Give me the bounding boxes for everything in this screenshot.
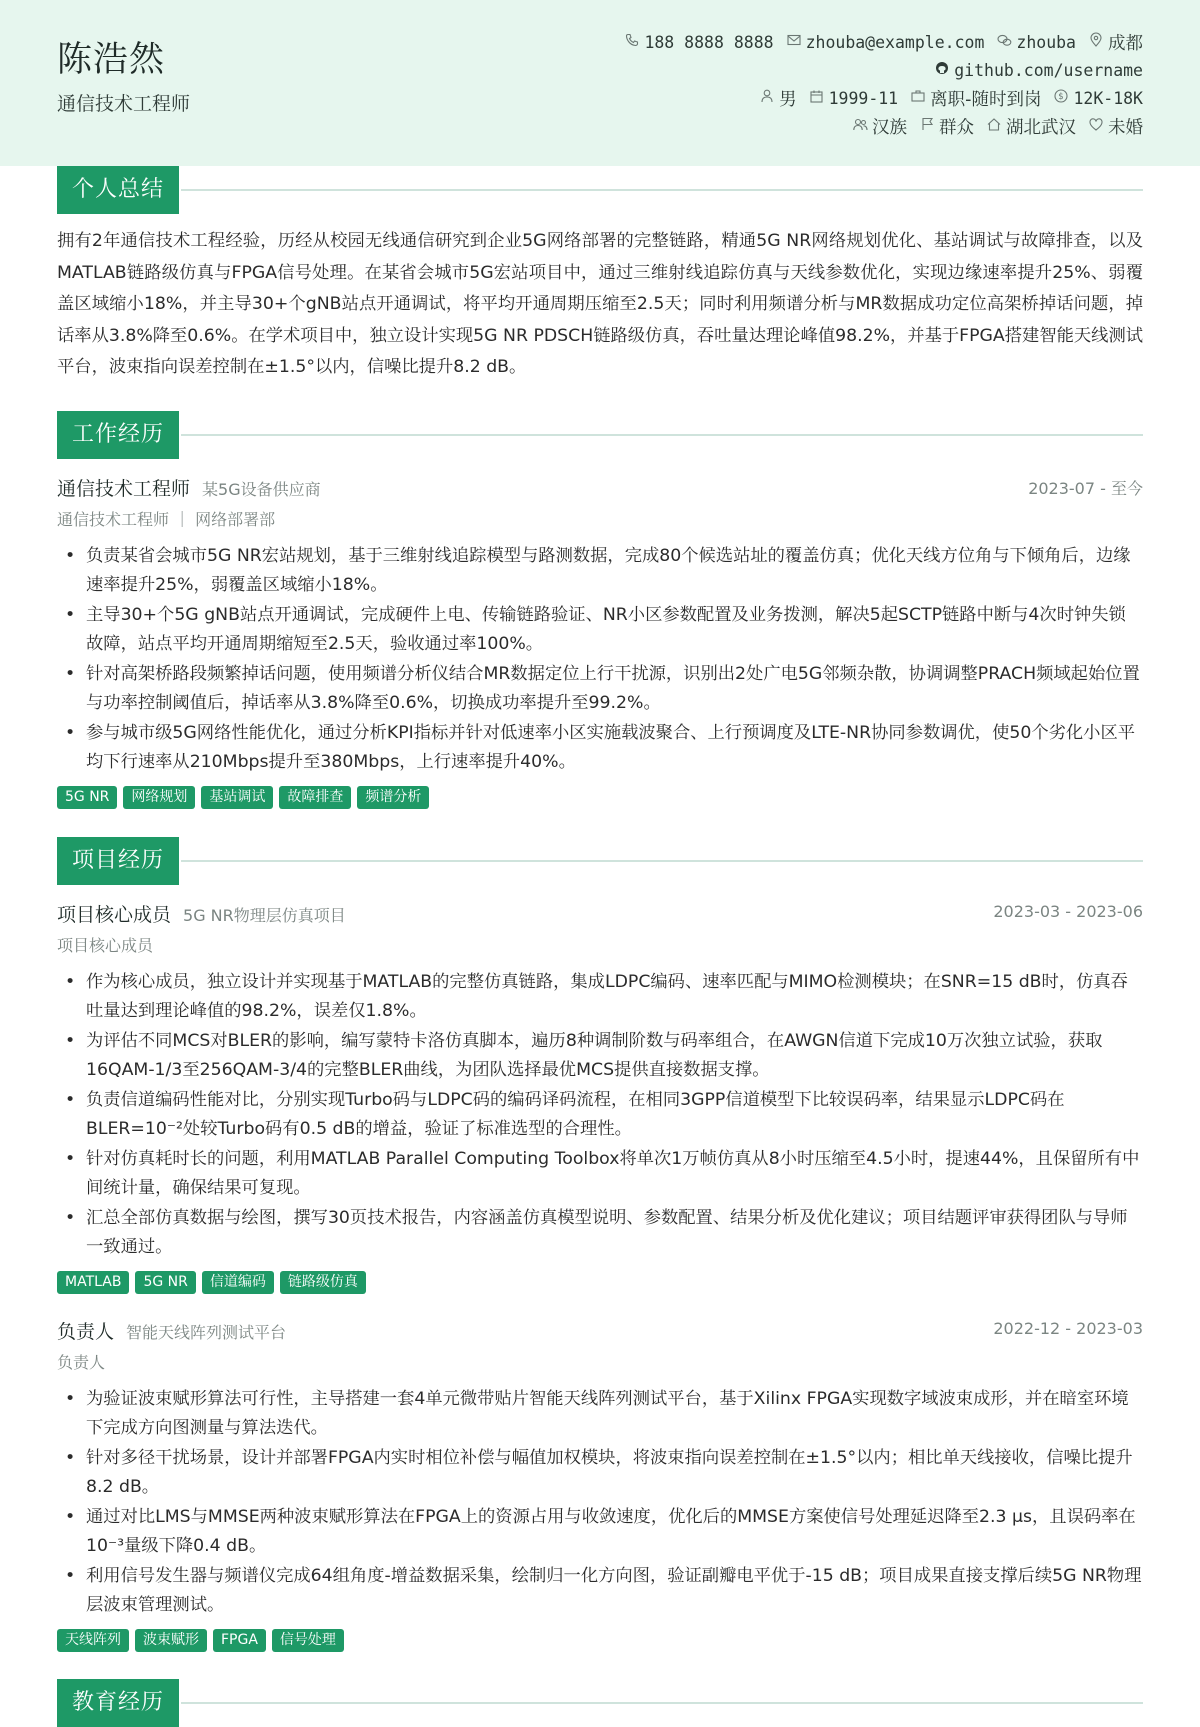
skill-tag: 天线阵列: [57, 1629, 129, 1652]
section-education: [57, 1679, 1143, 1727]
work-subtitle: 通信技术工程师 ｜ 网络部署部: [57, 510, 276, 529]
section-title-education: 教育经历: [57, 1679, 179, 1727]
project-date: 2022-12 - 2023-03: [993, 1319, 1143, 1338]
ethnicity: 汉族: [852, 114, 907, 139]
project-subtitle: 负责人: [57, 1353, 106, 1372]
hometown: 湖北武汉: [986, 114, 1076, 139]
skill-tag: FPGA: [213, 1629, 266, 1652]
birth: 1999-11: [809, 89, 899, 108]
list-item: • 为评估不同MCS对BLER的影响，编写蒙特卡洛仿真脚本，遍历8种调制阶数与码率组合，在AWGN信道下完成10万次独立试验，获取16QAM-1/3至256QAM-3/4的完整BLER曲线，为团队选择最优MCS提供直接数据支撑。: [57, 1027, 1143, 1084]
skill-tag: 网络规划: [123, 786, 195, 809]
project-bullets: [57, 968, 1143, 1261]
contact-row-4: [423, 112, 1143, 140]
work-role: 通信技术工程师: [57, 478, 191, 500]
wechat[interactable]: zhouba: [996, 33, 1076, 52]
email[interactable]: zhouba@example.com: [786, 33, 985, 52]
list-item: • 负责某省会城市5G NR宏站规划，基于三维射线追踪模型与路测数据，完成80个候选站址的覆盖仿真；优化天线方位角与下倾角后，边缘速率提升25%，弱覆盖区域缩小18%。: [57, 542, 1143, 599]
list-item: • 负责信道编码性能对比，分别实现Turbo码与LDPC码的编码译码流程，在相同3GPP信道模型下比较误码率，结果显示LDPC码在BLER=10⁻²处较Turbo码有0.5 dB的增益，验证了标准选型的合理性。: [57, 1086, 1143, 1143]
list-item: • 利用信号发生器与频谱仪完成64组角度-增益数据采集，绘制归一化方向图，验证副瓣电平优于-15 dB；项目成果直接支撑后续5G NR物理层波束管理测试。: [57, 1562, 1143, 1619]
skill-tag: 频谱分析: [357, 786, 429, 809]
calendar-icon: [809, 90, 825, 107]
skill-tag: 5G NR: [135, 1271, 195, 1294]
work-company: 某5G设备供应商: [202, 480, 321, 499]
project-role: 项目核心成员: [57, 904, 172, 926]
contact-info: [423, 28, 1143, 140]
list-item: • 通过对比LMS与MMSE两种波束赋形算法在FPGA上的资源占用与收敛速度，优化后的MMSE方案使信号处理延迟降至2.3 μs，且误码率在10⁻³量级下降0.4 dB。: [57, 1503, 1143, 1560]
skill-tag: 基站调试: [201, 786, 273, 809]
users-icon: [852, 118, 868, 135]
work-tags: [57, 786, 1143, 809]
list-item: • 汇总全部仿真数据与绘图，撰写30页技术报告，内容涵盖仿真模型说明、参数配置、结果分析及优化建议；项目结题评审获得团队与导师一致通过。: [57, 1204, 1143, 1261]
section-title-summary: 个人总结: [57, 166, 179, 214]
project-entry-2: [57, 1317, 1143, 1652]
summary-text: 拥有2年通信技术工程经验，历经从校园无线通信研究到企业5G网络部署的完整链路，精通5G NR网络规划优化、基站调试与故障排查，以及MATLAB链路级仿真与FPGA信号处理。在某省会城市5G宏站项目中，通过三维射线追踪仿真与天线参数优化，实现边缘速率提升25%、弱覆盖区域缩小18%，并主导30+个gNB站点开通调试，将平均开通周期压缩至2.5天；同时利用频谱分析与MR数据成功定位高架桥掉话问题，掉话率从3.8%降至0.6%。在学术项目中，独立设计实现5G NR PDSCH链路级仿真，吞吐量达理论峰值98.2%，并基于FPGA搭建智能天线测试平台，波束指向误差控制在±1.5°以内，信噪比提升8.2 dB。: [57, 231, 1144, 377]
list-item: • 针对多径干扰场景，设计并部署FPGA内实时相位补偿与幅值加权模块，将波束指向误差控制在±1.5°以内；相比单天线接收，信噪比提升8.2 dB。: [57, 1444, 1143, 1501]
project-date: 2023-03 - 2023-06: [993, 902, 1143, 921]
github-icon: [934, 61, 950, 79]
list-item: • 针对仿真耗时长的问题，利用MATLAB Parallel Computing Toolbox将单次1万帧仿真从8小时压缩至4.5小时，提速44%，且保留所有中间统计量，确保结果可复现。: [57, 1145, 1143, 1202]
coin-icon: [1053, 89, 1069, 107]
project-name: 5G NR物理层仿真项目: [183, 906, 346, 925]
svg-text:$: $: [1058, 92, 1065, 103]
flag-icon: [919, 117, 935, 135]
candidate-name: 陈浩然: [57, 40, 166, 80]
section-title-work: 工作经历: [57, 411, 179, 459]
resume-header: [0, 0, 1200, 166]
section-divider: [181, 860, 1143, 862]
project-bullets: [57, 1385, 1143, 1619]
skill-tag: 信号处理: [272, 1629, 344, 1652]
skill-tag: 波束赋形: [135, 1629, 207, 1652]
marital-status: 未婚: [1088, 114, 1143, 139]
phone[interactable]: 188 8888 8888: [624, 33, 773, 52]
heart-icon: [1088, 118, 1104, 135]
list-item: • 作为核心成员，独立设计并实现基于MATLAB的完整仿真链路，集成LDPC编码、速率匹配与MIMO检测模块；在SNR=15 dB时，仿真吞吐量达到理论峰值的98.2%，误差仅1.8%。: [57, 968, 1143, 1025]
project-tags: [57, 1271, 1143, 1294]
list-item: • 针对高架桥路段频繁掉话问题，使用频谱分析仪结合MR数据定位上行干扰源，识别出2处广电5G邻频杂散，协调调整PRACH频域起始位置与功率控制阈值后，掉话率从3.8%降至0.6%，切换成功率提升至99.2%。: [57, 660, 1143, 717]
skill-tag: 链路级仿真: [280, 1271, 366, 1294]
political-status: 群众: [919, 114, 974, 139]
person-icon: [759, 89, 775, 107]
work-entry: [57, 474, 1143, 809]
list-item: • 主导30+个5G gNB站点开通调试，完成硬件上电、传输链路验证、NR小区参数配置及业务拨测，解决5起SCTP链路中断与4次时钟失锁故障，站点平均开通周期缩短至2.5天，验收通过率100%。: [57, 601, 1143, 658]
skill-tag: MATLAB: [57, 1271, 129, 1294]
contact-row-1: [423, 28, 1143, 56]
city: 成都: [1088, 30, 1143, 55]
skill-tag: 5G NR: [57, 786, 117, 809]
section-divider: [181, 1702, 1143, 1704]
work-date: 2023-07 - 至今: [1028, 479, 1143, 498]
salary: $ 12K-18K: [1053, 89, 1143, 108]
project-tags: [57, 1629, 1143, 1652]
section-title-projects: 项目经历: [57, 837, 179, 885]
contact-row-3: [423, 84, 1143, 112]
list-item: • 为验证波束赋形算法可行性，主导搭建一套4单元微带贴片智能天线阵列测试平台，基于Xilinx FPGA实现数字域波束成形，并在暗室环境下完成方向图测量与算法迭代。: [57, 1385, 1143, 1442]
work-bullets: [57, 542, 1143, 776]
skill-tag: 信道编码: [202, 1271, 274, 1294]
section-work: [57, 411, 1143, 459]
phone-icon: [624, 33, 640, 51]
mail-icon: [786, 34, 802, 50]
project-subtitle: 项目核心成员: [57, 936, 154, 955]
briefcase-icon: [910, 90, 926, 106]
job-title: 通信技术工程师: [57, 93, 191, 115]
location-icon: [1088, 33, 1104, 51]
section-summary: [57, 166, 1143, 214]
github[interactable]: github.com/username: [934, 61, 1143, 80]
section-divider: [181, 434, 1143, 436]
section-divider: [181, 189, 1143, 191]
home-icon: [986, 118, 1002, 135]
project-name: 智能天线阵列测试平台: [126, 1323, 287, 1342]
gender: 男: [759, 86, 797, 111]
job-status: 离职-随时到岗: [910, 86, 1041, 111]
section-projects: [57, 837, 1143, 885]
wechat-icon: [996, 34, 1012, 51]
list-item: • 参与城市级5G网络性能优化，通过分析KPI指标并针对低速率小区实施载波聚合、上行预调度及LTE-NR协同参数调优，使50个劣化小区平均下行速率从210Mbps提升至380Mbps，上行速率提升40%。: [57, 719, 1143, 776]
contact-row-2: [423, 56, 1143, 84]
project-role: 负责人: [57, 1321, 115, 1343]
skill-tag: 故障排查: [279, 786, 351, 809]
project-entry-1: [57, 900, 1143, 1294]
